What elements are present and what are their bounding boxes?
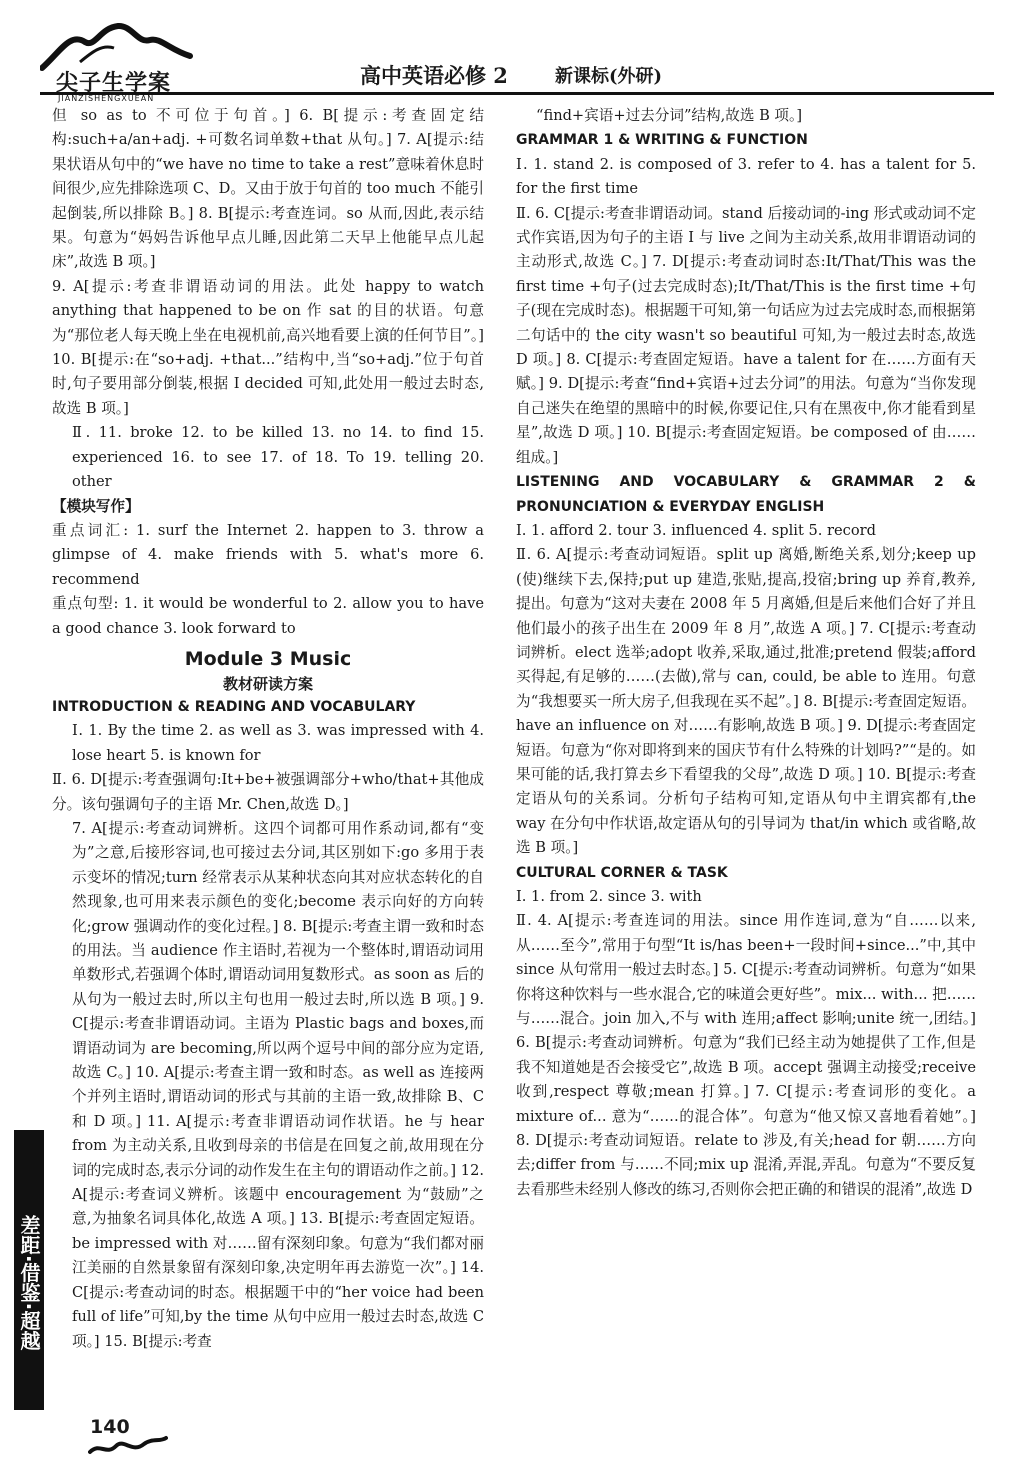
module-title: Module 3 Music	[184, 647, 352, 670]
section-heading: INTRODUCTION & READING AND VOCABULARY	[52, 698, 416, 715]
right-column	[516, 104, 976, 1202]
section-heading: 【模块写作】	[52, 497, 140, 515]
answer-paragraph: Ⅰ. 1. By the time 2. as well as 3. was impressed with 4. lose heart 5. is known for	[72, 722, 484, 764]
answer-paragraph: 重点词汇: 1. surf the Internet 2. happen to 3. throw a glimpse of 4. make friends with 5. what's more 6. recommend	[52, 521, 484, 588]
answer-paragraph: Ⅰ. 1. from 2. since 3. with	[516, 888, 702, 905]
logo-title: 尖子生学案	[56, 71, 172, 96]
section-heading: CULTURAL CORNER & TASK	[516, 864, 728, 881]
book-title: 高中英语必修 2	[360, 63, 508, 88]
header-rule	[40, 92, 994, 95]
mountain-logo-icon	[40, 22, 200, 72]
page-number: 140	[90, 1416, 130, 1438]
section-heading: LISTENING AND VOCABULARY & GRAMMAR 2 & PRONUNCIATION & EVERYDAY ENGLISH	[516, 474, 976, 515]
logo-pinyin: JIANZISHENGXUEAN	[58, 94, 155, 103]
answer-paragraph: 9. A[提示:考查非谓语动词的用法。此处 happy to watch anything that happened to be on 作 sat 的目的状语。句意为“那位老人每天晚上坐在电视机前,高兴地看要上演的任何节目”。] 10. B[提示:在“so+adj. +that...”结构中,当“so+adj.”位于句首时,句子要用部分倒装,根据 I decided 可知,此处用一般过去时态,故选 B 项。]	[52, 277, 484, 417]
answer-paragraph: 但 so as to 不可位于句首。] 6. B[提示:考查固定结构:such+a/an+adj. +可数名词单数+that 从句。] 7. A[提示:结果状语从句中的“we have no time to take a rest”意味着休息时间很少,应先排除选项 C、D。又由于放于句首的 too much 不能引起倒装,所以排除 B。] 8. B[提示:考查连词。so 从而,因此,表示结果。句意为“妈妈告诉他早点儿睡,因此第二天早上他能早点儿起床”,故选 B 项。]	[52, 107, 484, 271]
answer-paragraph: Ⅰ. 1. afford 2. tour 3. influenced 4. split 5. record	[516, 521, 876, 539]
answer-paragraph: Ⅱ. 6. A[提示:考查动词短语。split up 离婚,断绝关系,划分;keep up (使)继续下去,保持;put up 建造,张贴,提高,投宿;bring up 养育,教养,提出。句意为“这对夫妻在 2008 年 5 月离婚,但是后来他们合好了并且他们最小的孩子出生在 2009 年 8 月”,故选 A 项。] 7. C[提示:考查动词辨析。elect 选举;adopt 收养,采取,通过,批准;pretend 假装;afford 买得起,有足够的……(去做),常与 can, could, be able to 连用。句意为“我想要买一所大房子,但我现在买不起”。] 8. B[提示:考查固定短语。have an influence on 对……有影响,故选 B 项。] 9. D[提示:考查固定短语。句意为“你对即将到来的国庆节有什么特殊的计划吗?”“是的。如果可能的话,我打算去乡下看望我的父母”,故选 D 项。] 10. B[提示:考查定语从句的关系词。分析句子结构可知,定语从句中主谓宾都有,the way 在分句中作状语,故定语从句的引导词为 that/in which 或省略,故选 B 项。]	[516, 546, 976, 857]
section-heading: GRAMMAR 1 & WRITING & FUNCTION	[516, 132, 808, 149]
edition-label: 新课标(外研)	[555, 66, 663, 87]
answer-paragraph: 7. A[提示:考查动词辨析。这四个词都可用作系动词,都有“变为”之意,后接形容词,也可接过去分词,其区别如下:go 多用于表示变坏的情况;turn 经常表示从某种状态向其对应状态转化的自然现象,也可用来表示颜色的变化;become 表示向好的方向转化;grow 强调动作的变化过程。] 8. B[提示:考查主谓一致和时态的用法。当 audience 作主语时,若视为一个整体时,谓语动词用单数形式,若强调个体时,谓语动词用复数形式。as soon as 后的从句为一般过去时,所以主句也用一般过去时,所以选 B 项。] 9. C[提示:考查非谓语动词。主语为 Plastic bags and boxes,而谓语动词为 are becoming,所以两个逗号中间的部分应为定语,故选 C。] 10. A[提示:考查主谓一致和时态。as well as 连接两个并列主语时,谓语动词的形式与其前的主语一致,故排除 B、C 和 D 项。] 11. A[提示:考查非谓语动词作状语。he 与 hear from 为主动关系,且收到母亲的书信是在回复之前,故用现在分词的完成时态,表示分词的动作发生在主句的谓语动作之前。] 12. A[提示:考查词义辨析。该题中 encouragement 为“鼓励”之意,为抽象名词具体化,故选 A 项。] 13. B[提示:考查固定短语。be impressed with 对……留有深刻印象。句意为“我们都对丽江美丽的自然景象留有深刻印象,决定明年再去游览一次”。] 14. C[提示:考查动词的时态。根据题干中的“her voice had been full of life”可知,by the time 从句中应用一般过去时态,故选 C 项。] 15. B[提示:考查	[72, 819, 484, 1350]
answer-paragraph: 重点句型: 1. it would be wonderful to 2. allow you to have a good chance 3. look forward to	[52, 595, 484, 637]
answer-paragraph: “find+宾语+过去分词”结构,故选 B 项。]	[536, 107, 803, 124]
answer-paragraph: Ⅱ. 6. C[提示:考查非谓语动词。stand 后接动词的-ing 形式或动词不定式作宾语,因为句子的主语 I 与 live 之间为主动关系,故用非谓语动词的主动形式,故选 C。] 7. D[提示:考查动词时态:It/That/This was the first time +句子(过去完成时态);It/That/This is the first time +句子(现在完成时态)。根据题干可知,第一句话应为过去完成时态,而根据第二句话中的 the city wasn't so beautiful 可知,为一般过去时态,故选 D 项。] 8. C[提示:考查固定短语。have a talent for 在……方面有天赋。] 9. D[提示:考查“find+宾语+过去分词”的用法。句意为“当你发现自己迷失在绝望的黑暗中的时候,你要记住,只有在黑夜中,你才能看到星星”,故选 D 项。] 10. B[提示:考查固定短语。be composed of 由……组成。]	[516, 204, 976, 466]
answer-paragraph: Ⅱ. 11. broke 12. to be killed 13. no 14. to find 15. experienced 16. to see 17. of 18. To 19. telling 20. other	[72, 424, 484, 491]
answer-paragraph: Ⅰ. 1. stand 2. is composed of 3. refer to 4. has a talent for 5. for the first time	[516, 155, 976, 198]
answer-paragraph: Ⅱ. 6. D[提示:考查强调句:It+be+被强调部分+who/that+其他成分。该句强调句子的主语 Mr. Chen,故选 D。]	[52, 771, 484, 813]
sub-title: 教材研读方案	[222, 674, 313, 693]
left-column	[52, 104, 484, 1354]
answer-paragraph: Ⅱ. 4. A[提示:考查连词的用法。since 用作连词,意为“自……以来,从……至今”,常用于句型“It is/has been+一段时间+since...”中,其中 since 从句常用一般过去时态。] 5. C[提示:考查动词辨析。句意为“如果你将这种饮料与一些水混合,它的味道会更好些”。mix... with... 把……与……混合。join 加入,不与 with 连用;affect 影响;unite 统一,团结。] 6. B[提示:考查动词辨析。句意为“我们已经主动为她提供了工作,但是我不知道她是否会接受它”,故选 B 项。accept 强调主动接受;receive 收到,respect 尊敬;mean 打算。] 7. C[提示:考查词形的变化。a mixture of... 意为“……的混合体”。句意为“他又惊又喜地看着她”。] 8. D[提示:考查动词短语。relate to 涉及,有关;head for 朝……方向去;differ from 与……不同;mix up 混淆,弄混,弄乱。句意为“不要反复去看那些未经别人修改的练习,否则你会把正确的和错误的混淆”,故选 D	[516, 912, 976, 1198]
side-tab: 差距·借鉴·超越	[14, 1130, 44, 1410]
swoosh-icon	[88, 1434, 168, 1458]
